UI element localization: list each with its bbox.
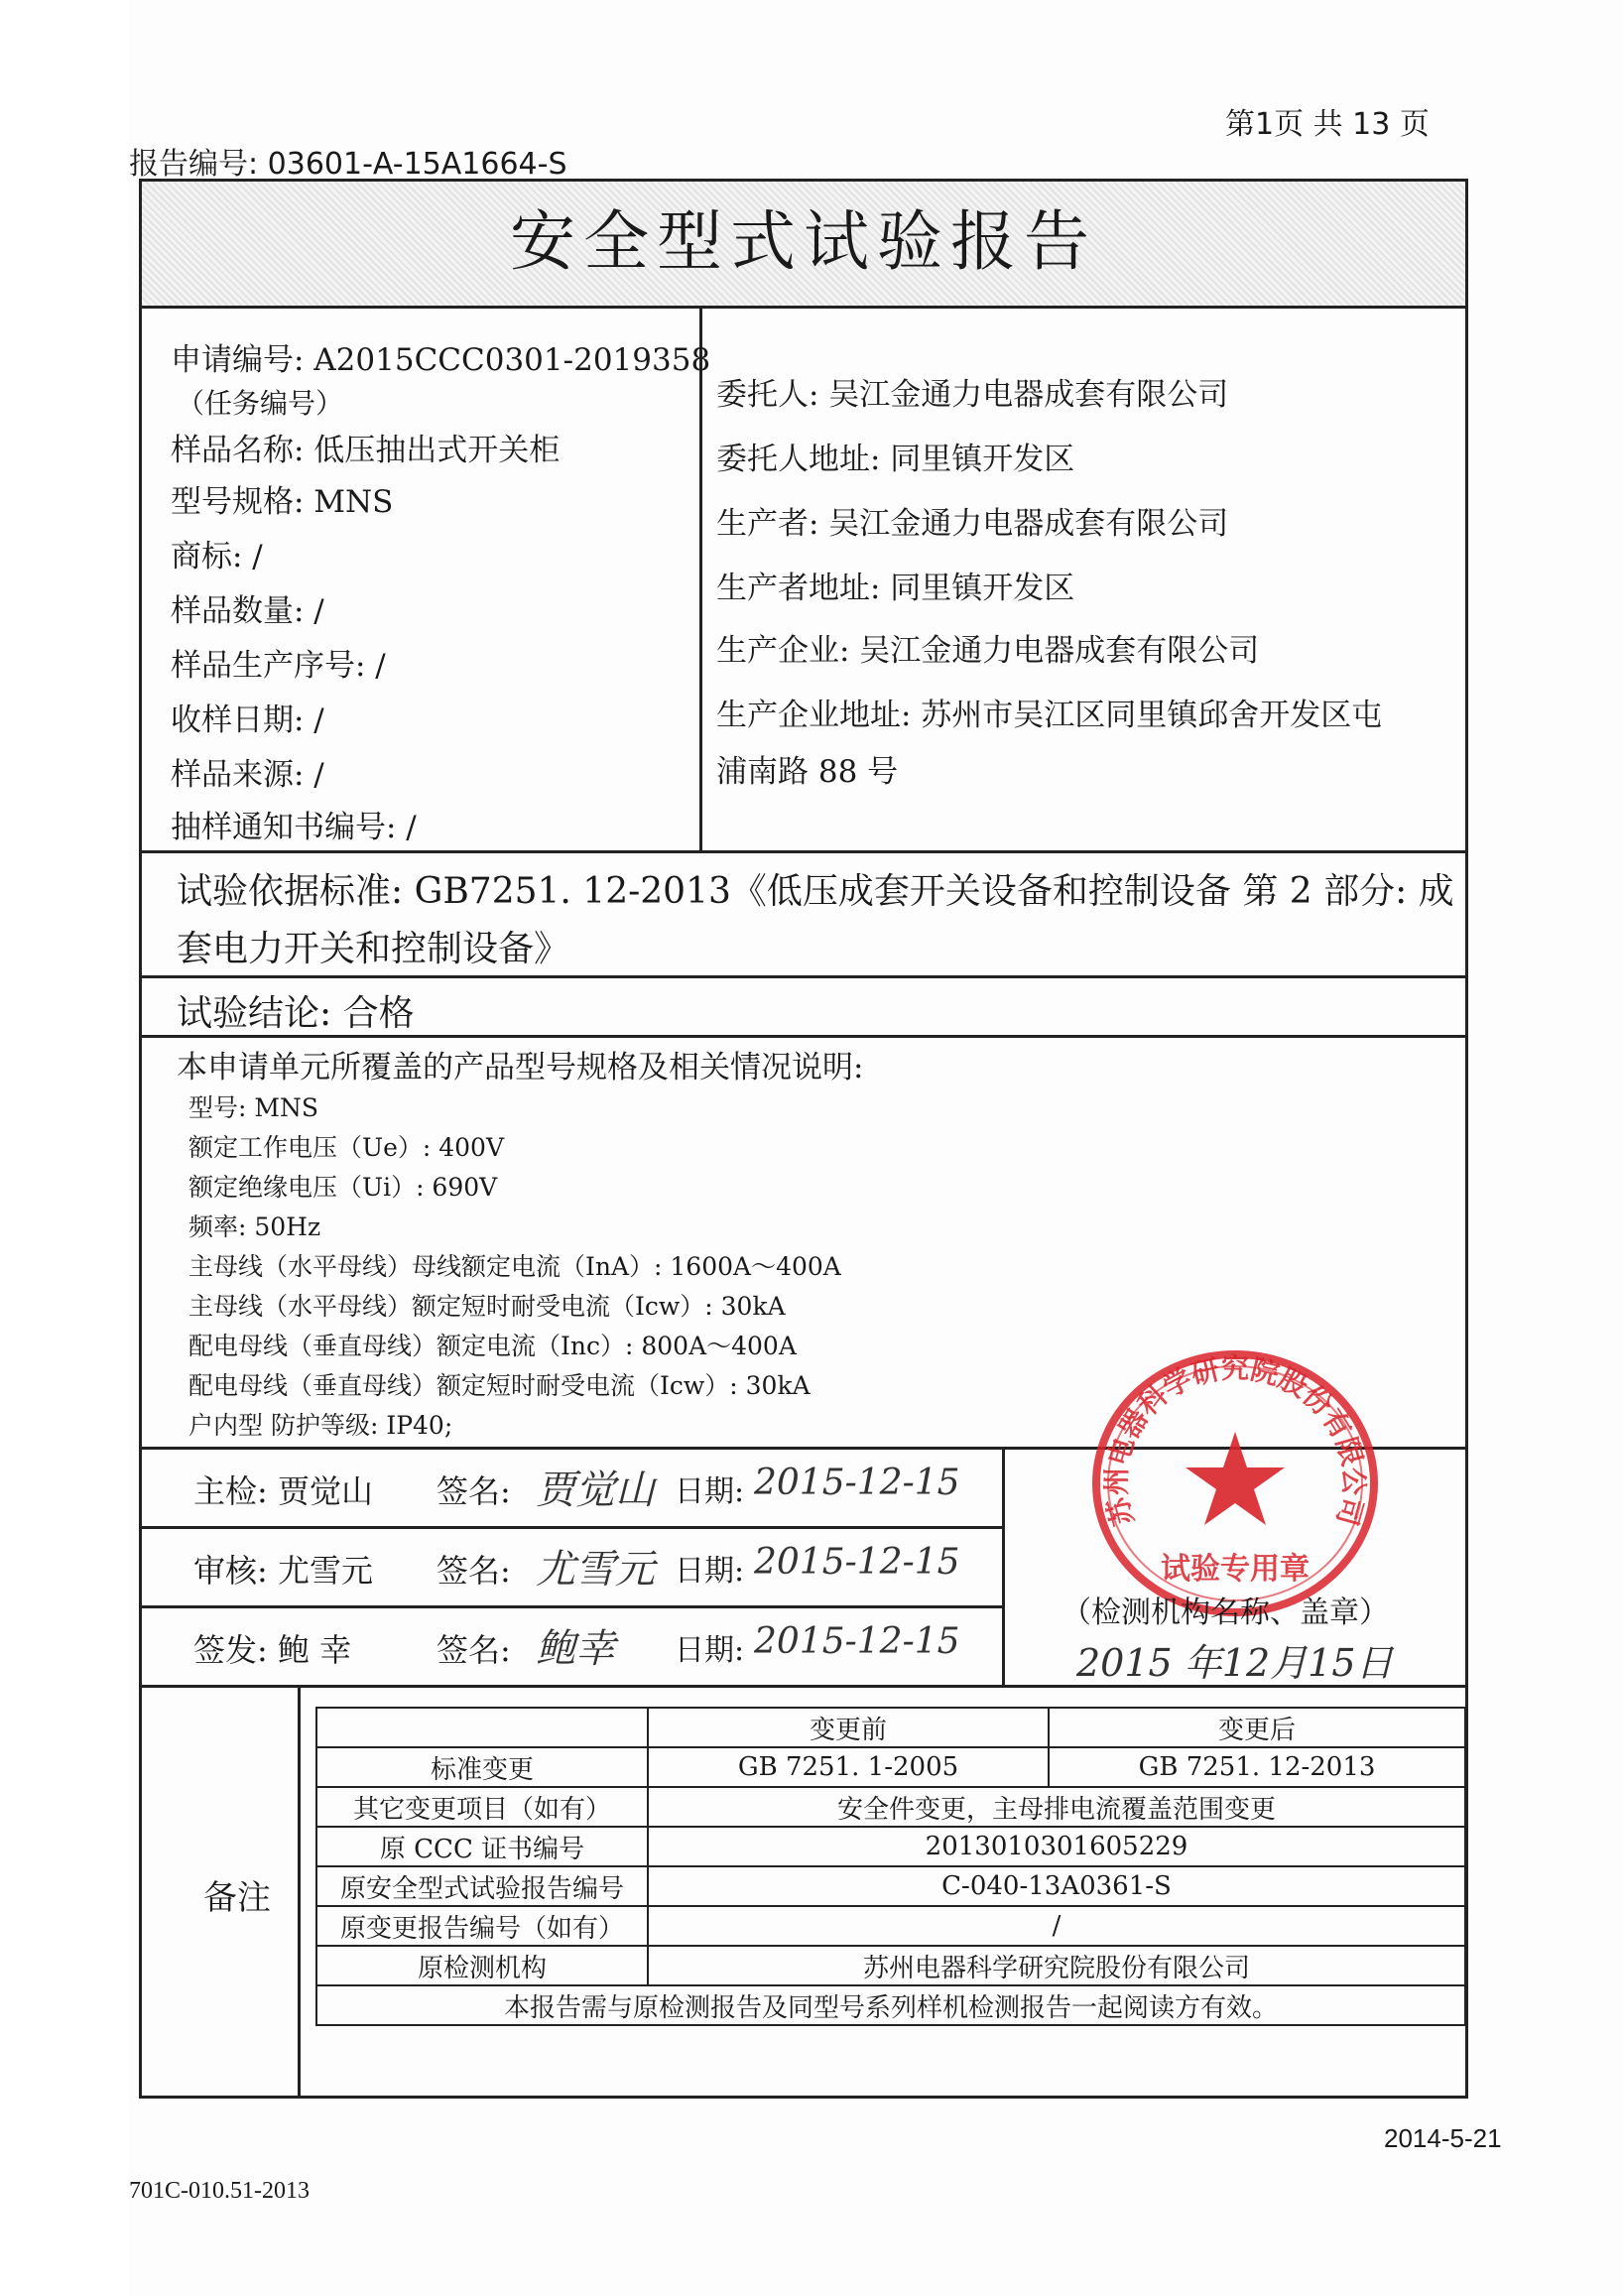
row-before: GB 7251. 1-2005	[648, 1747, 1049, 1787]
institution-seal-label: （检测机构名称、盖章）	[1061, 1595, 1389, 1630]
info-divider	[699, 309, 702, 850]
divider-sig-row1	[142, 1526, 1002, 1529]
producer: 生产者: 吴江金通力电器成套有限公司	[716, 506, 1229, 542]
spec-line: 主母线（水平母线）母线额定电流（InA）: 1600A～400A	[188, 1252, 841, 1281]
producer-address: 生产者地址: 同里镇开发区	[716, 571, 1075, 606]
table-row	[316, 1906, 1465, 1946]
col-before-header: 变更前	[648, 1708, 1049, 1747]
issuer-role: 签发: 鲍 幸	[193, 1631, 352, 1669]
divider-specs	[142, 1035, 1465, 1038]
row-value: C-040-13A0361-S	[648, 1866, 1465, 1906]
table-row	[316, 1787, 1465, 1827]
svg-text:试验专用章: 试验专用章	[1161, 1552, 1310, 1587]
reviewer-role: 审核: 尤雪元	[193, 1552, 373, 1590]
manufacturer-address: 生产企业地址: 苏州市吴江区同里镇邱舍开发区屯	[716, 698, 1383, 733]
divider-remarks	[142, 1685, 1465, 1688]
spec-line: 型号: MNS	[188, 1093, 318, 1122]
issuer-date-label: 日期:	[675, 1633, 745, 1668]
sample-serial: 样品生产序号: /	[171, 648, 386, 684]
report-title: 安全型式试验报告	[510, 203, 1097, 280]
sample-quantity: 样品数量: /	[171, 593, 324, 629]
row-after: GB 7251. 12-2013	[1049, 1747, 1465, 1787]
row-value: 2013010301605229	[648, 1827, 1465, 1866]
issuer-signature: 鲍幸	[536, 1626, 615, 1672]
spec-line: 配电母线（垂直母线）额定电流（Inc）: 800A～400A	[188, 1332, 797, 1360]
divider-sig-row2	[142, 1605, 1002, 1608]
issuer-sign-label: 签名:	[437, 1631, 511, 1669]
spec-line: 额定绝缘电压（Ui）: 690V	[188, 1173, 498, 1202]
spec-line: 额定工作电压（Ue）: 400V	[188, 1133, 505, 1162]
manufacturer: 生产企业: 吴江金通力电器成套有限公司	[716, 633, 1260, 669]
table-note-row	[316, 1985, 1465, 2025]
remarks-label: 备注	[203, 1878, 271, 1918]
col-after-header: 变更后	[1049, 1708, 1465, 1747]
row-item: 原安全型式试验报告编号	[316, 1866, 648, 1906]
table-cell	[316, 1708, 648, 1747]
spec-line: 主母线（水平母线）额定短时耐受电流（Icw）: 30kA	[188, 1292, 786, 1321]
spec-line: 配电母线（垂直母线）额定短时耐受电流（Icw）: 30kA	[188, 1371, 811, 1400]
sampling-notice-number: 抽样通知书编号: /	[171, 810, 417, 845]
model-spec: 型号规格: MNS	[171, 484, 394, 520]
spec-line: 户内型 防护等级: IP40;	[188, 1411, 453, 1440]
inspector-sign-label: 签名:	[437, 1472, 511, 1510]
form-code: 701C-010.51-2013	[129, 2178, 310, 2204]
table-row	[316, 1827, 1465, 1866]
receive-date: 收样日期: /	[171, 702, 324, 738]
reviewer-signature: 尤雪元	[536, 1547, 655, 1593]
reviewer-date: 2015-12-15	[754, 1542, 960, 1583]
sample-name: 样品名称: 低压抽出式开关柜	[171, 433, 561, 468]
divider-conclusion	[142, 975, 1465, 978]
table-row	[316, 1747, 1465, 1787]
reviewer-date-label: 日期:	[675, 1554, 745, 1589]
issuer-date: 2015-12-15	[754, 1621, 960, 1662]
test-standard-line1: 试验依据标准: GB7251. 12-2013《低压成套开关设备和控制设备 第 2 部分: 成	[177, 871, 1454, 912]
row-item: 原 CCC 证书编号	[316, 1827, 648, 1866]
table-header-row	[316, 1708, 1465, 1747]
task-number-label: （任务编号）	[177, 387, 344, 420]
change-table	[315, 1707, 1466, 2026]
manufacturer-address-cont: 浦南路 88 号	[716, 754, 899, 790]
test-standard-line2: 套电力开关和控制设备》	[177, 929, 570, 969]
remarks-note: 本报告需与原检测报告及同型号系列样机检测报告一起阅读方有效。	[316, 1985, 1465, 2025]
row-item: 原变更报告编号（如有）	[316, 1906, 648, 1946]
row-item: 原检测机构	[316, 1946, 648, 1985]
signature-divider	[1002, 1447, 1005, 1685]
sample-source: 样品来源: /	[171, 757, 324, 793]
report-number: 报告编号: 03601-A-15A1664-S	[129, 147, 567, 182]
seal-date: 2015 年12月15日	[1076, 1641, 1394, 1685]
inspector-signature: 贾觉山	[536, 1467, 655, 1513]
spec-line: 频率: 50Hz	[188, 1212, 321, 1241]
row-value: 苏州电器科学研究院股份有限公司	[648, 1946, 1465, 1985]
official-seal-icon	[1086, 1344, 1384, 1622]
trademark: 商标: /	[171, 539, 263, 574]
row-value: /	[648, 1906, 1465, 1946]
inspector-date: 2015-12-15	[754, 1463, 960, 1503]
remarks-divider	[298, 1685, 301, 2097]
form-date: 2014-5-21	[1384, 2123, 1502, 2153]
divider-standard	[142, 850, 1465, 853]
table-row	[316, 1866, 1465, 1906]
row-value: 安全件变更，主母排电流覆盖范围变更	[648, 1787, 1465, 1827]
specs-heading: 本申请单元所覆盖的产品型号规格及相关情况说明:	[177, 1050, 864, 1085]
test-conclusion: 试验结论: 合格	[177, 993, 415, 1034]
reviewer-sign-label: 签名:	[437, 1552, 511, 1590]
client-address: 委托人地址: 同里镇开发区	[716, 442, 1075, 477]
client: 委托人: 吴江金通力电器成套有限公司	[716, 377, 1229, 413]
page-number: 第1页 共 13 页	[1225, 107, 1430, 142]
inspector-role: 主检: 贾觉山	[193, 1472, 373, 1510]
inspector-date-label: 日期:	[675, 1474, 745, 1509]
row-item: 标准变更	[316, 1747, 648, 1787]
table-row	[316, 1946, 1465, 1985]
application-number: 申请编号: A2015CCC0301-2019358	[171, 342, 711, 378]
svg-text:苏州电器科学研究院股份有限公司: 苏州电器科学研究院股份有限公司	[1099, 1351, 1371, 1530]
row-item: 其它变更项目（如有）	[316, 1787, 648, 1827]
